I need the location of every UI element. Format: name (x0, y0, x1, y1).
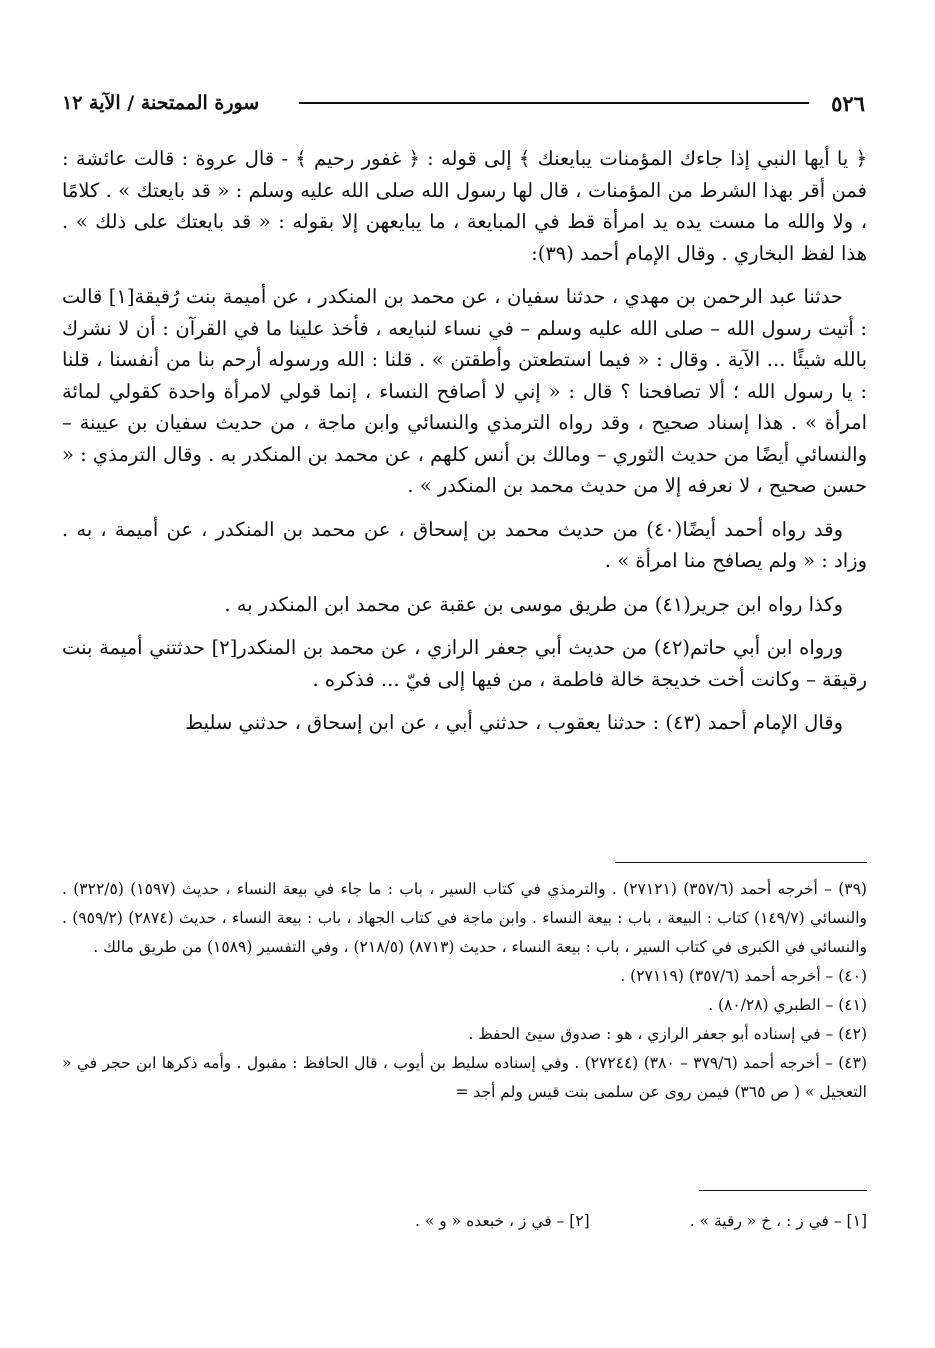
footnote-40: (٤٠) – أخرجه أحمد (٣٥٧/٦) (٢٧١١٩) . (620, 967, 867, 985)
paragraph-2: حدثنا عبد الرحمن بن مهدي ، حدثنا سفيان ، عن محمد بن المنكدر ، عن أميمة بنت رُقيقة[١] قالت : أتيت رسول الله – صلى الله عليه وسلم – في نساء لنبايعه ، فأخذ علينا ما في القرآن : أن لا نشرك بالله شيئًا ... الآية . وقال : « فيما استطعتن وأطقتن » . قلنا : الله ورسوله أرحم بنا من أنفسنا ، قلنا : يا رسول الله ؛ ألا تصافحنا ؟ قال : « إني لا أصافح النساء ، إنما قولي لامرأة واحدة كقولي لمائة امرأة » . هذا إسناد صحيح ، وقد رواه الترمذي والنسائي وابن ماجة ، من حديث سفيان بن عيينة – والنسائي أيضًا من حديث الثوري – ومالك بن أنس كلهم ، عن محمد بن المنكدر به . وقال الترمذي : « حسن صحيح ، لا نعرفه إلا من حديث محمد بن المنكدر » . (61, 285, 867, 497)
paragraph-4: وكذا رواه ابن جرير(٤١) من طريق موسى بن عقبة عن محمد ابن المنكدر به . (224, 592, 843, 616)
page-header (62, 86, 865, 120)
surah-title: سورة الممتحنة / الآية ١٢ (62, 92, 260, 114)
header-rule (299, 102, 809, 104)
paragraph-6: وقال الإمام أحمد (٤٣) : حدثنا يعقوب ، حدثني أبي ، عن ابن إسحاق ، حدثني سليط (185, 711, 843, 734)
footnote-41: (٤١) – الطبري (٨٠/٢٨) . (708, 996, 867, 1014)
variant-notes (170, 1207, 867, 1235)
paragraph-5: ورواه ابن أبي حاتم(٤٢) من حديث أبي جعفر الرازي ، عن محمد بن المنكدر[٢] حدثتني أميمة بنت رقيقة – وكانت أخت خديجة خالة فاطمة ، من فيها إلى فيّ ... فذكره . (62, 636, 867, 691)
footnote-42: (٤٢) – في إسناده أبو جعفر الرازي ، هو : صدوق سيئ الحفظ . (468, 1025, 867, 1043)
paragraph-3: وقد رواه أحمد أيضًا(٤٠) من حديث محمد بن إسحاق ، عن محمد بن المنكدر ، عن أميمة ، به . وزاد : « ولم يصافح منا امرأة » . (62, 517, 867, 572)
page-number: ٥٢٦ (831, 90, 865, 116)
footnotes (62, 875, 867, 1107)
main-text (62, 143, 867, 751)
footnote-43: (٤٣) – أخرجه أحمد (٣٧٩/٦ – ٣٨٠) (٢٧٢٤٤) . وفي إسناده سليط بن أيوب ، قال الحافظ : مقبول . وأمه ذكرها ابن حجر في « التعجيل » ( ص ٣٦٥) فيمن روى عن سلمى بنت قيس ولم أجد = (62, 1054, 867, 1101)
variant-notes-separator (699, 1190, 867, 1191)
variant-note-2: [٢] – في ز ، خبعده « و » . (415, 1212, 590, 1230)
paragraph-1: ﴿ يا أيها النبي إذا جاءك المؤمنات يبايعنك ﴾ إلى قوله : ﴿ غفور رحيم ﴾ - قال عروة : قالت عائشة : فمن أقر بهذا الشرط من المؤمنات ، قال لها رسول الله صلى الله عليه وسلم : « قد بايعتك » . كلامًا ، ولا والله ما مست يده يد امرأة قط في المبايعة ، ما يبايعهن إلا بقوله : « قد بايعتك على ذلك » . هذا لفظ البخاري . وقال الإمام أحمد (٣٩): (62, 147, 867, 265)
footnote-39: (٣٩) – أخرجه أحمد (٣٥٧/٦) (٢٧١٢١) . والترمذي في كتاب السير ، باب : ما جاء في بيعة النساء ، حديث (١٥٩٧) (٣٢٢/٥) . والنسائي (١٤٩/٧) كتاب : البيعة ، باب : بيعة النساء . وابن ماجة في كتاب الجهاد ، باب : بيعة النساء ، حديث (٢٨٧٤) (٩٥٩/٢) . والنسائي في الكبرى في كتاب السير ، باب : بيعة النساء ، حديث (٨٧١٣) (٢١٨/٥) ، وفي التفسير (١٥٨٩) من طريق مالك . (62, 880, 867, 956)
variant-note-1: [١] – في ز : ، خ « رقية » . (689, 1212, 867, 1230)
footnote-separator (615, 862, 867, 863)
